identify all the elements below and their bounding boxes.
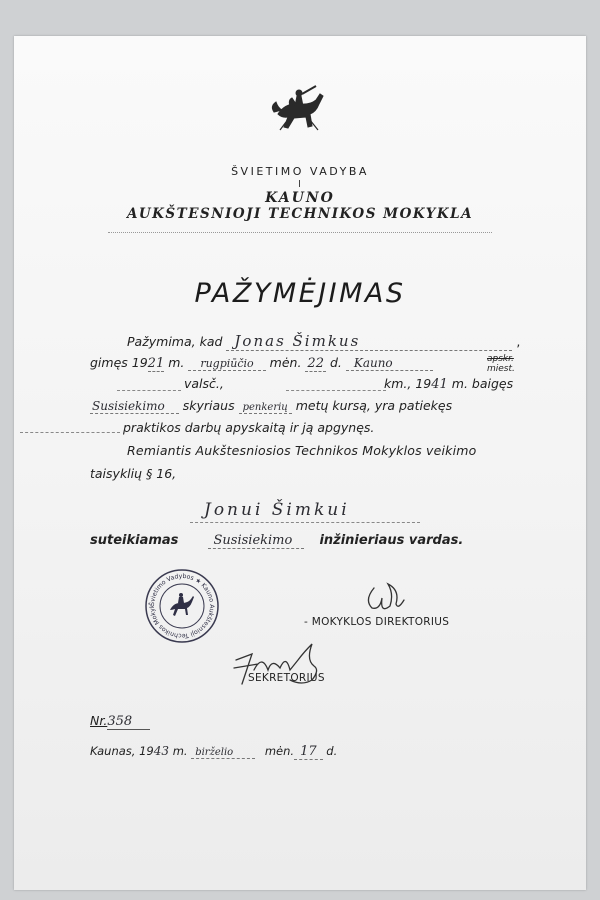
line-department (90, 398, 452, 414)
birth-year: 21 (147, 356, 165, 371)
born-label: gimęs 19 (90, 355, 148, 370)
city-label: Kaunas, 19 (90, 744, 154, 758)
birth-day: 22 (307, 356, 324, 371)
valsc-label: valsč., (184, 376, 224, 391)
number-label: Nr. (90, 713, 108, 728)
issue-day: 17 (294, 744, 323, 760)
holder-name: Jonas Šimkus (226, 332, 512, 351)
practice-line: praktikos darbų apyskaitą ir ją apgynęs. (123, 420, 375, 435)
skyriaus-label: skyriaus (182, 398, 235, 413)
header-rule (108, 232, 492, 233)
line-intro (127, 332, 520, 351)
school-name-line1: KAUNO (265, 190, 335, 206)
title-label: inžinieriaus vardas. (319, 533, 464, 548)
issue-men-label: mėn. (264, 744, 295, 758)
birth-place: Kauno (346, 356, 433, 371)
issue-d-label: d. (326, 744, 338, 758)
regulation-line: Remiantis Aukštesniosios Technikos Mokyklos veikimo (127, 443, 477, 458)
finish-label: m. baigęs (451, 376, 514, 391)
issue-date (90, 744, 337, 760)
course-years: penkerių (239, 402, 292, 414)
specialty-name: Susisiekimo (208, 533, 305, 549)
stamp-ring-text: Švietimo Vadybos ★ Kauno Aukštesnioji Technikos Mokyk (148, 572, 216, 640)
issue-year: 43 (153, 744, 170, 758)
awarded-label: suteikiamas (90, 533, 179, 548)
school-name-line2: AUKŠTESNIOJI TECHNIKOS MOKYKLA (126, 206, 474, 222)
blank-line-3 (20, 432, 120, 433)
finish-year: 41 (431, 377, 448, 392)
department-name: Susisiekimo (90, 399, 179, 414)
recipient-rule (190, 522, 420, 523)
secretary-label: SEKRETORIUS (248, 672, 325, 684)
line-award (90, 529, 463, 549)
comma: , (516, 334, 521, 349)
office-heading: ŠVIETIMO VADYBA (231, 165, 369, 178)
document-number (90, 710, 150, 730)
line-birth (90, 355, 433, 372)
course-text: metų kursą, yra patiekęs (295, 398, 453, 413)
men-label: mėn. (269, 355, 302, 370)
issue-month: birželio (191, 747, 255, 759)
paragraph-line: taisyklių § 16, (90, 466, 177, 481)
intro-label: Pažymima, kad (127, 334, 223, 349)
m-label: m. (168, 355, 185, 370)
miest-label: miest. (487, 364, 515, 374)
issue-m-label: m. (172, 744, 188, 758)
divider-tick (299, 180, 300, 187)
vytis-emblem-icon (266, 84, 330, 134)
blank-line-1 (117, 390, 181, 391)
apskr-label: apskr. (487, 354, 514, 364)
document-title: PAŽYMĖJIMAS (194, 278, 406, 309)
d-label: d. (329, 355, 342, 370)
blank-line-2 (286, 390, 386, 391)
birth-month: rugpiūčio (188, 357, 265, 371)
school-stamp (144, 568, 220, 644)
km-label: km., 19 (384, 376, 432, 391)
line-finish (384, 376, 513, 392)
director-label: - MOKYKLOS DIREKTORIUS (304, 616, 450, 628)
director-signature (360, 580, 410, 616)
stamp-vytis-icon (170, 593, 194, 616)
number-value: 358 (107, 714, 150, 730)
recipient-name: Jonui Šimkui (204, 500, 350, 520)
